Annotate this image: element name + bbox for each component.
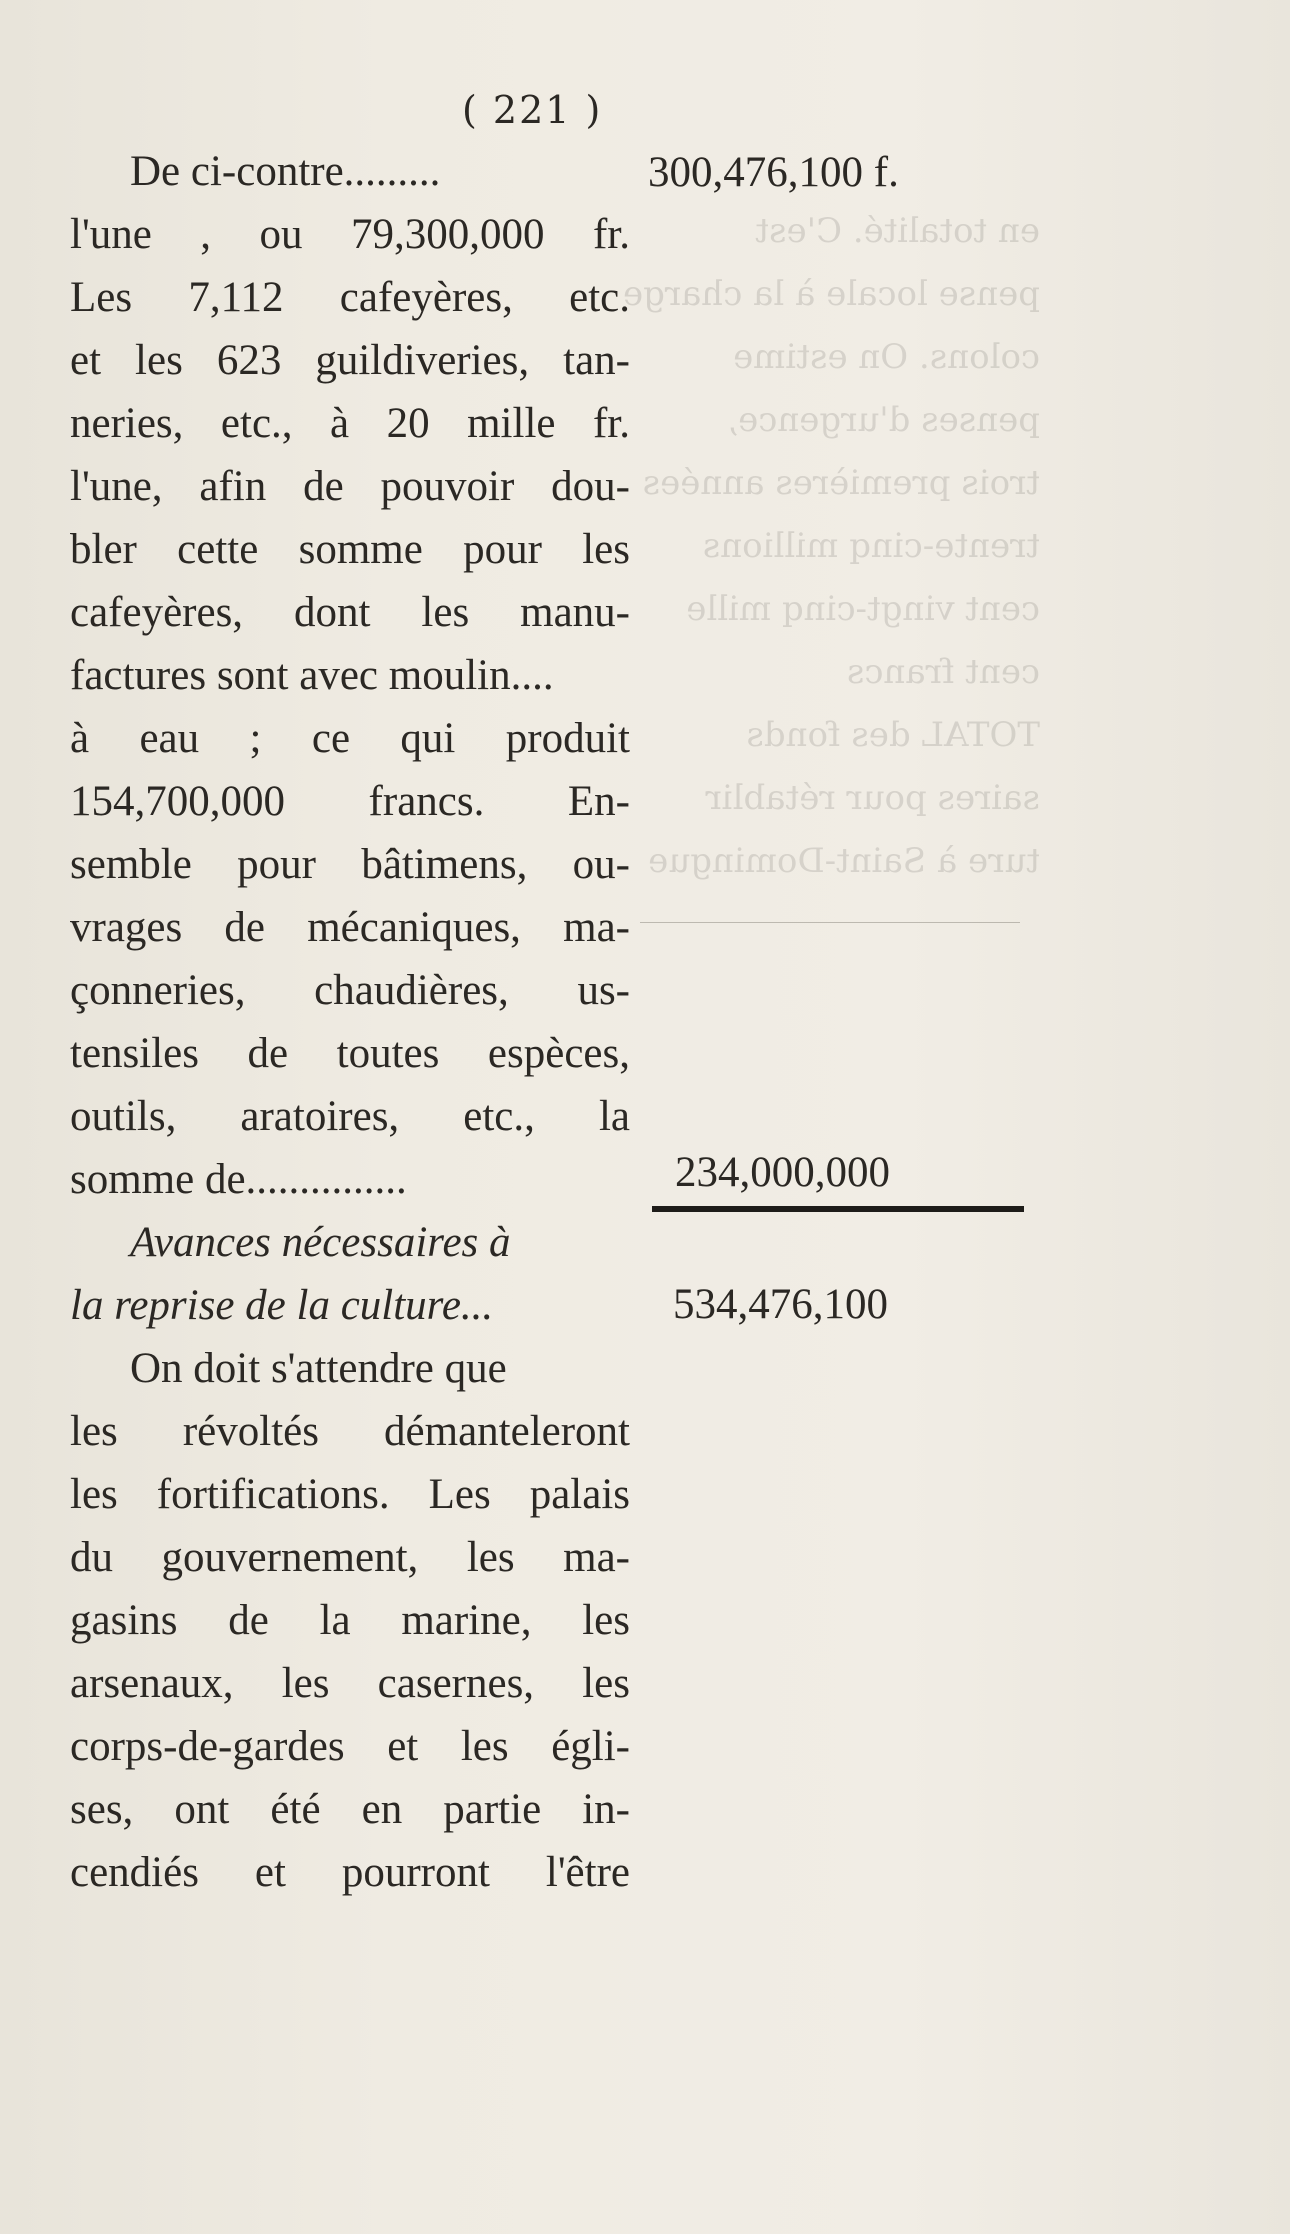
text-line: tensiles de toutes espèces,: [70, 1030, 630, 1077]
text-line: la reprise de la culture...: [70, 1282, 494, 1329]
bleed-through-text: en totalité. C'est pense locale à la charge colons. On estime penses d'urgence, trois premières années trente-cinq millions cent vingt-cinq mille cent francs TOTAL des fonds saires pour rétablir ture à Saint-Domingue: [623, 211, 1040, 881]
text-line: bler cette somme pour les: [70, 526, 630, 573]
text-line: cendiés et pourront l'être: [70, 1849, 630, 1896]
text-line: l'une , ou 79,300,000 fr.: [70, 211, 630, 258]
text-line: vrages de mécaniques, ma-: [70, 904, 630, 951]
text-line: Avances nécessaires à: [130, 1219, 511, 1266]
text-line: semble pour bâtimens, ou-: [70, 841, 630, 888]
text-line: On doit s'attendre que: [130, 1345, 507, 1392]
buildings-total-amount: 234,000,000: [675, 1149, 890, 1196]
faint-rule: [640, 922, 1020, 923]
text-line: et les 623 guildiveries, tan-: [70, 337, 630, 384]
text-line: ses, ont été en partie in-: [70, 1786, 630, 1833]
text-line: les fortifications. Les palais: [70, 1471, 630, 1518]
body-text: [70, 140, 630, 1904]
text-line: arsenaux, les casernes, les: [70, 1660, 630, 1707]
text-line: l'une, afin de pouvoir dou-: [70, 463, 630, 510]
text-line: du gouvernement, les ma-: [70, 1534, 630, 1581]
text-line: 154,700,000 francs. En-: [70, 778, 630, 825]
advances-total-amount: 534,476,100: [673, 1281, 888, 1328]
text-line: cafeyères, dont les manu-: [70, 589, 630, 636]
page-number: ( 221 ): [462, 88, 603, 132]
text-line: gasins de la marine, les: [70, 1597, 630, 1644]
text-line: Les 7,112 cafeyères, etc.: [70, 274, 630, 321]
text-line: factures sont avec moulin....: [70, 652, 554, 699]
total-rule: [652, 1206, 1024, 1212]
text-line: somme de...............: [70, 1156, 407, 1203]
text-line: çonneries, chaudières, us-: [70, 967, 630, 1014]
text-line: De ci-contre.........: [130, 148, 441, 195]
text-line: neries, etc., à 20 mille fr.: [70, 400, 630, 447]
carried-forward-amount: 300,476,100 f.: [648, 149, 899, 196]
text-line: corps-de-gardes et les égli-: [70, 1723, 630, 1770]
text-line: à eau ; ce qui produit: [70, 715, 630, 762]
text-line: les révoltés démanteleront: [70, 1408, 630, 1455]
text-line: outils, aratoires, etc., la: [70, 1093, 630, 1140]
